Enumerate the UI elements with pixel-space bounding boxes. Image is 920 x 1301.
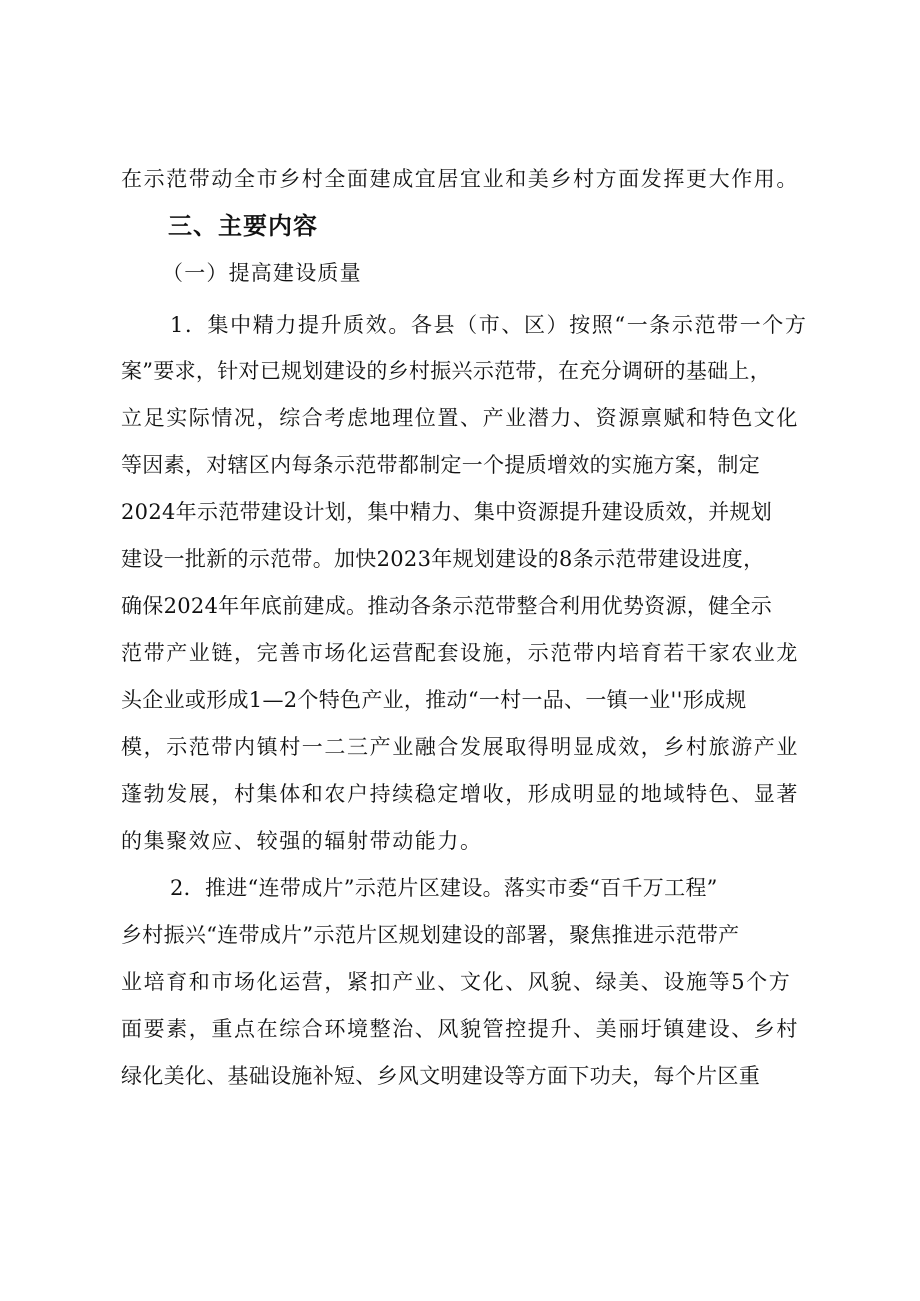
paragraph-line: 头企业或形成1—2个特色产业，推动“一村一品、一镇一业''形成规 xyxy=(121,688,747,712)
paragraph-line: 面要素，重点在综合环境整治、风貌管控提升、美丽圩镇建设、乡村 xyxy=(121,1017,799,1041)
paragraph-line: 建设一批新的示范带。加快2023年规划建设的8条示范带建设进度， xyxy=(121,547,765,571)
paragraph-line: 蓬勃发展，村集体和农户持续稳定增收，形成明显的地域特色、显著 xyxy=(121,782,799,806)
paragraph-line: 2024年示范带建设计划，集中精力、集中资源提升建设质效，并规划 xyxy=(121,500,773,524)
paragraph-line: 乡村振兴“连带成片”示范片区规划建设的部署，聚焦推进示范带产 xyxy=(121,923,740,947)
paragraph-line: 业培育和市场化运营，紧扣产业、文化、风貌、绿美、设施等5个方 xyxy=(121,970,792,994)
paragraph-line: 范带产业链，完善市场化运营配套设施，示范带内培育若干家农业龙 xyxy=(121,641,799,665)
paragraph-line: 的集聚效应、较强的辐射带动能力。 xyxy=(121,829,483,853)
subsection-heading: （一）提高建设质量 xyxy=(162,261,362,285)
paragraph-line: 案”要求，针对已规划建设的乡村振兴示范带，在充分调研的基础上， xyxy=(121,359,772,383)
section-heading: 三、主要内容 xyxy=(168,212,318,240)
paragraph-line: 2．推进“连带成片”示范片区建设。落实市委“百千万工程” xyxy=(170,876,718,900)
paragraph-line: 确保2024年年底前建成。推动各条示范带整合利用优势资源，健全示 xyxy=(121,594,773,618)
intro-line: 在示范带动全市乡村全面建成宜居宜业和美乡村方面发挥更大作用。 xyxy=(121,167,799,191)
paragraph-line: 立足实际情况，综合考虑地理位置、产业潜力、资源禀赋和特色文化 xyxy=(121,406,799,430)
paragraph-line: 等因素，对辖区内每条示范带都制定一个提质增效的实施方案，制定 xyxy=(121,453,760,477)
paragraph-line: 模，示范带内镇村一二三产业融合发展取得明显成效，乡村旅游产业 xyxy=(121,735,799,759)
paragraph-line: 绿化美化、基础设施补短、乡风文明建设等方面下功夫，每个片区重 xyxy=(121,1064,760,1088)
paragraph-line: 1．集中精力提升质效。各县（市、区）按照“一条示范带一个方 xyxy=(170,313,808,337)
